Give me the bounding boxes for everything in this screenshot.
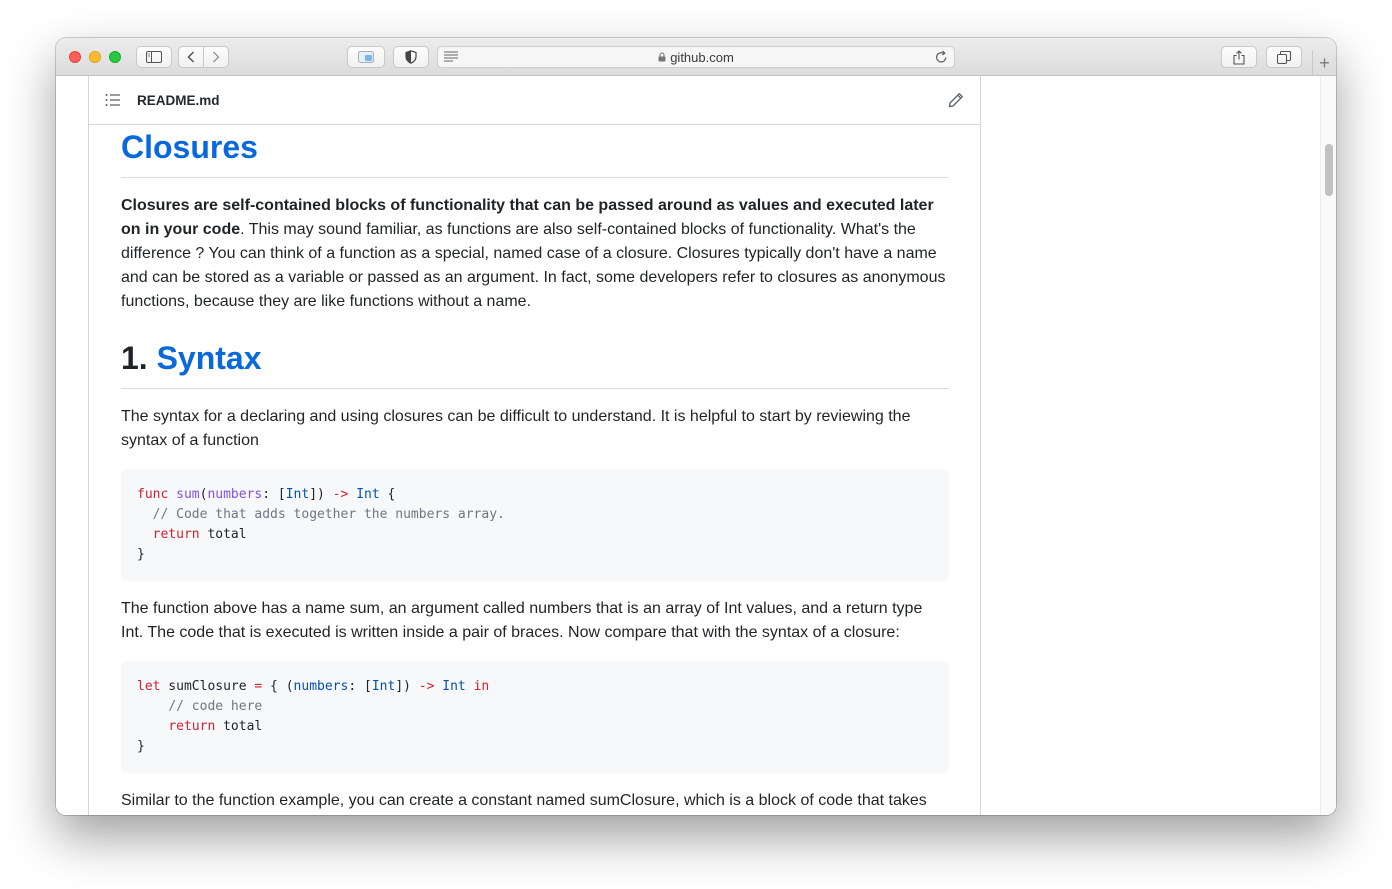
code-token: in: [473, 679, 490, 694]
pencil-icon[interactable]: [948, 92, 964, 108]
code-token: { (: [262, 679, 294, 694]
extension-button[interactable]: [347, 46, 385, 68]
code-token: [137, 527, 153, 542]
code-token: ->: [332, 487, 349, 502]
outline-list-icon[interactable]: [105, 93, 121, 107]
url-text: github.com: [670, 49, 734, 65]
minimize-window-button[interactable]: [89, 51, 101, 63]
new-tab-button[interactable]: +: [1312, 50, 1336, 76]
web-page: [56, 76, 1336, 815]
code-token: Int: [285, 487, 310, 502]
code-token: return: [168, 719, 216, 734]
code-token: Int: [442, 679, 466, 694]
address-bar[interactable]: [437, 46, 955, 68]
code-token: // code here: [168, 699, 263, 714]
code-token: [137, 719, 168, 734]
share-icon: [1233, 50, 1245, 65]
reader-view-icon[interactable]: [444, 51, 458, 63]
code-token: [137, 507, 153, 522]
readme-header: [89, 76, 980, 125]
code-token: [348, 487, 356, 502]
extension-icon: [358, 51, 374, 63]
chevron-right-icon: [212, 51, 220, 63]
code-token: ]): [395, 679, 419, 694]
code-token: func: [137, 487, 169, 502]
chevron-left-icon: [187, 51, 195, 63]
sidebar-icon: [146, 51, 162, 63]
code-token: // Code that adds together the numbers array.: [152, 507, 505, 522]
code-token: [137, 699, 168, 714]
file-name[interactable]: README.md: [137, 93, 220, 108]
page-scrollbar[interactable]: [1320, 76, 1336, 815]
browser-window: [56, 38, 1336, 815]
code-token: total: [215, 719, 263, 734]
code-token: }: [137, 547, 145, 562]
privacy-report-button[interactable]: [393, 46, 429, 68]
code-token: }: [137, 739, 145, 754]
forward-button[interactable]: [203, 46, 229, 68]
syntax-intro-paragraph: The syntax for a declaring and using closures can be difficult to understand. It is helpful to start by reviewing the syntax of a function: [121, 408, 911, 449]
section-number: 1.: [121, 340, 148, 376]
readme-panel: [88, 76, 981, 815]
reload-icon[interactable]: [935, 50, 948, 64]
code-token: : [: [348, 679, 372, 694]
code-token: Int: [371, 679, 396, 694]
code-token: sum: [176, 487, 200, 502]
code-token: numbers: [207, 487, 263, 502]
sidebar-toggle-button[interactable]: [136, 46, 172, 68]
code-token: numbers: [293, 679, 349, 694]
closure-explain-paragraph: Similar to the function example, you can create a constant named sumClosure, which is a block of code that takes: [121, 792, 927, 809]
scrollbar-thumb[interactable]: [1325, 144, 1333, 196]
code-block-function: [121, 469, 949, 581]
intro-bold-text: Closures are self-contained blocks of functionality that can be passed around as values and executed later on in your code: [121, 197, 934, 238]
intro-text: . This may sound familiar, as functions are also self-contained blocks of functionality. What's the difference ? You can think of a function as a special, named case of a closure. Closures typically don't have a name and can be stored as a variable or passed as an argument. In fact, some developers refer to closures as anonymous functions, because they are like functions without a name.: [121, 221, 946, 310]
section-anchor-link[interactable]: Syntax: [156, 340, 262, 376]
zoom-window-button[interactable]: [109, 51, 121, 63]
code-token: sumClosure: [160, 679, 255, 694]
code-block-closure: [121, 661, 949, 773]
code-token: =: [254, 679, 263, 694]
code-token: ]): [309, 487, 333, 502]
readme-content: [121, 125, 949, 813]
code-token: : [: [262, 487, 286, 502]
page-title: [121, 127, 949, 178]
title-anchor-link[interactable]: Closures: [121, 129, 258, 165]
lock-icon: [658, 52, 666, 62]
back-button[interactable]: [178, 46, 204, 68]
code-token: (: [199, 487, 208, 502]
tab-overview-button[interactable]: [1266, 46, 1302, 68]
code-token: Int: [356, 487, 380, 502]
code-token: [466, 679, 474, 694]
function-explain-paragraph: The function above has a name sum, an argument called numbers that is an array of Int values, and a return type Int. The code that is executed is written inside a pair of braces. Now compare that with the syntax of a closure:: [121, 600, 923, 641]
section-heading-syntax: [121, 338, 949, 389]
intro-paragraph: [121, 194, 949, 314]
code-token: ->: [418, 679, 435, 694]
share-button[interactable]: [1221, 46, 1257, 68]
code-token: {: [379, 487, 396, 502]
code-token: let: [137, 679, 161, 694]
browser-toolbar: [56, 38, 1336, 76]
shield-icon: [405, 50, 417, 64]
code-token: return: [152, 527, 200, 542]
close-window-button[interactable]: [69, 51, 81, 63]
code-token: total: [199, 527, 247, 542]
tabs-icon: [1277, 51, 1291, 64]
